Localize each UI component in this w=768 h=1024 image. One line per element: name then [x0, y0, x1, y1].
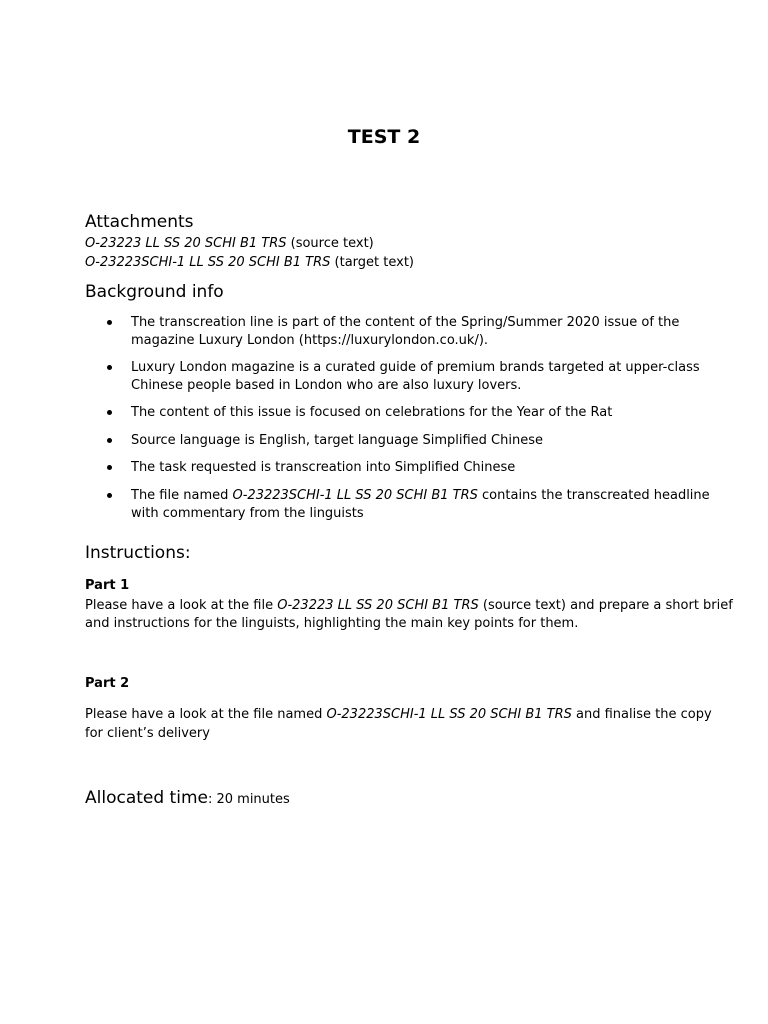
attachment-source-note: (source text)	[286, 236, 374, 251]
attachment-source	[85, 235, 374, 253]
bullet-text: Luxury London magazine is a curated guide of premium brands targeted at upper-class Chinese people based in London who are also luxury lovers.	[131, 360, 700, 393]
background-heading: Background info	[85, 282, 224, 302]
bullet-text-pre: The file named	[131, 488, 233, 503]
bullet-item	[131, 359, 741, 395]
part2-filename: O-23223SCHI-1 LL SS 20 SCHI B1 TRS	[326, 707, 572, 722]
bullet-text: The transcreation line is part of the content of the Spring/Summer 2020 issue of the magazine Luxury London (https://luxurylondon.co.uk/).	[131, 315, 680, 348]
bullet-dot-icon	[107, 410, 112, 415]
part1-filename: O-23223 LL SS 20 SCHI B1 TRS	[277, 598, 479, 613]
instructions-heading: Instructions:	[85, 543, 191, 563]
part2-text-pre: Please have a look at the file named	[85, 707, 327, 722]
part2-label: Part 2	[85, 676, 130, 691]
part1-text	[85, 597, 745, 633]
allocated-time-value: : 20 minutes	[207, 792, 290, 807]
page-title: TEST 2	[347, 126, 421, 148]
bullet-text: The task requested is transcreation into Simplified Chinese	[131, 460, 516, 475]
bullet-filename: O-23223SCHI-1 LL SS 20 SCHI B1 TRS	[232, 488, 478, 503]
bullet-item	[131, 459, 741, 477]
attachment-target-filename: O-23223SCHI-1 LL SS 20 SCHI B1 TRS	[85, 255, 331, 270]
bullet-dot-icon	[107, 438, 112, 443]
bullet-text: Source language is English, target language Simplified Chinese	[131, 433, 543, 448]
bullet-item	[131, 404, 741, 422]
allocated-time-label: Allocated time	[85, 788, 208, 808]
attachment-target-note: (target text)	[330, 255, 414, 270]
part2-text-line1	[85, 706, 712, 724]
part1-text-pre: Please have a look at the file	[85, 598, 278, 613]
part2-text-line2: for client’s delivery	[85, 726, 210, 741]
bullet-text: The content of this issue is focused on celebrations for the Year of the Rat	[131, 405, 613, 420]
bullet-text-post: contains the transcreated headline with commentary from the linguists	[131, 488, 710, 521]
bullet-item	[131, 432, 741, 450]
part2-text-post: and finalise the copy	[571, 707, 712, 722]
bullet-dot-icon	[107, 320, 112, 325]
attachments-heading: Attachments	[85, 212, 194, 232]
attachment-target	[85, 254, 414, 272]
bullet-item	[131, 314, 741, 350]
part1-text-post: (source text) and prepare a short brief and instructions for the linguists, highlighting the main key points for them.	[85, 598, 733, 631]
part1-label: Part 1	[85, 578, 130, 593]
bullet-item	[131, 487, 741, 523]
attachment-source-filename: O-23223 LL SS 20 SCHI B1 TRS	[85, 236, 287, 251]
bullet-dot-icon	[107, 493, 112, 498]
bullet-dot-icon	[107, 365, 112, 370]
allocated-time	[85, 788, 290, 808]
bullet-dot-icon	[107, 465, 112, 470]
